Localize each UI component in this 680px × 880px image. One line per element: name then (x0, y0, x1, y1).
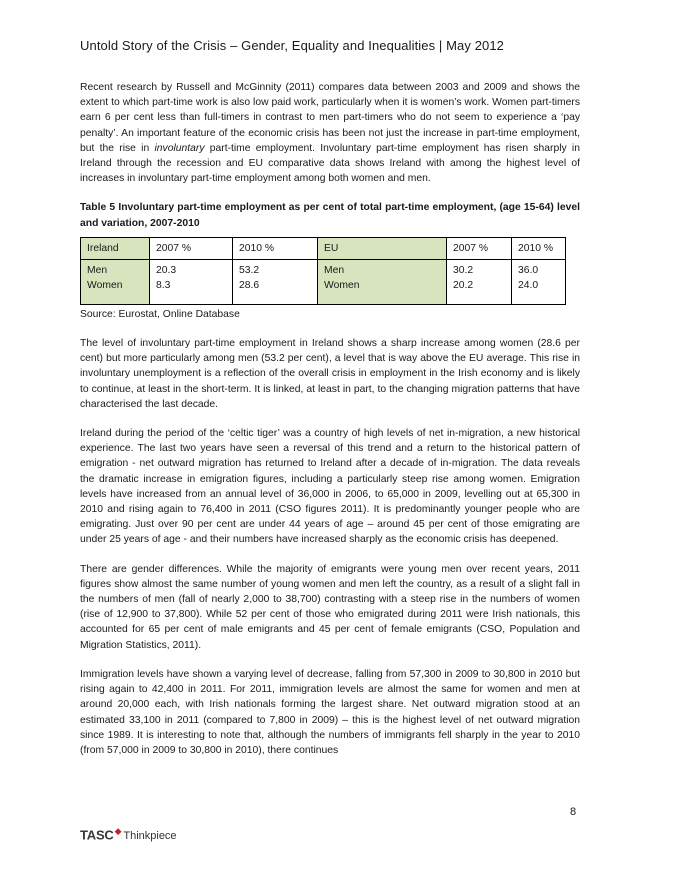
paragraph-text: Recent research by Russell and McGinnity (2011) compares data between 2003 and 2009 and shows the extent to which part-time work is also low paid work, particularly when it is women’s work. Women part-timers earn 6 per cent less than full-timers in contrast to men part-timers who do not seem to experience a ‘pay penalty’. An important feature of the economic crisis has been not just the increase in part-time employment, but the rise in (80, 82, 580, 154)
table-cell-text: 28.6 (239, 279, 260, 291)
table-cell-text: 24.0 (518, 279, 539, 291)
table-cell-text: Men (324, 264, 345, 276)
paragraph-immigration-levels: Immigration levels have shown a varying level of decrease, falling from 57,300 in 2009 to 30,800 in 2010 but rising again to 42,400 in 2011. For 2011, immigration levels are almost the same for women and men at around 20,000 each, with Irish nationals forming the largest share. Net outward migration stood at an estimated 33,100 in 2011 (compared to 7,800 in 2009) – this is the highest level of net outward migration since 1989. It is interesting to note that, although the numbers of immigrants fell sharply in the year to 2010 (from 57,000 in 2009 to 30,800 in 2010), there continues (80, 668, 580, 756)
tasc-logo-suffix: Thinkpiece (123, 830, 177, 843)
document-body (80, 80, 580, 772)
table-cell-eu-2010 (512, 259, 566, 304)
table-cell-text: 20.3 (156, 264, 177, 276)
table-cell-text: 36.0 (518, 264, 539, 276)
page-number: 8 (570, 806, 577, 818)
data-table-involuntary-part-time (80, 237, 566, 305)
table-cell-text: 20.2 (453, 279, 474, 291)
table-cell-ireland-2010 (233, 259, 318, 304)
tasc-logo-accent-icon: ◆ (114, 826, 122, 836)
table-cell-ireland-labels (81, 259, 150, 304)
table-cell-eu-labels (318, 259, 447, 304)
paragraph-celtic-tiger-migration: Ireland during the period of the ‘celtic tiger’ was a country of high levels of net in-migration, a new historical experience. The last two years have seen a reversal of this trend and a return to the historical pattern of emigration - net outward migration has returned to Ireland after a decade of in-migration. The data reveals the dramatic increase in emigration figures, including a particularly steep rise among women. Emigration levels have increased from an annual level of 36,000 in 2006, to 65,000 in 2009, levelling out at 65,300 in 2010 and rising again to 76,400 in 2011 (CSO figures 2011). It is predominantly younger people who are emigrating. Just over 90 per cent are under 44 years of age – around 45 per cent of those emigrating are under 25 years of age - and their numbers have increased sharply as the economic crisis has deepened. (80, 428, 580, 546)
table-cell-text: Women (87, 279, 123, 291)
table-header-cell: 2010 % (233, 237, 318, 259)
paragraph-gender-differences: There are gender differences. While the majority of emigrants were young men over recent years, 2011 figures show almost the same number of young women and men left the country, as a result of a slight fall in the numbers of men (fall of nearly 2,000 to 38,700) contrasting with a steep rise in the numbers of women (rise of 12,900 to 37,800). While 52 per cent of those who emigrated during 2011 were Irish nationals, this accounted for 65 per cent of male emigrants and 45 per cent of female emigrants (CSO, Population and Migration Statistics, 2011). (80, 563, 580, 651)
table-source: Source: Eurostat, Online Database (80, 308, 240, 320)
table-header-cell: 2007 % (150, 237, 233, 259)
table-cell-text: 53.2 (239, 264, 260, 276)
table-cell-ireland-2007 (150, 259, 233, 304)
table-cell-text: 30.2 (453, 264, 474, 276)
tasc-logo (80, 826, 177, 842)
table-header-cell: 2010 % (512, 237, 566, 259)
table-header-cell: Ireland (81, 237, 150, 259)
paragraph-part-time-pay (80, 80, 580, 186)
table-header-cell: EU (318, 237, 447, 259)
table-cell-eu-2007 (447, 259, 512, 304)
emphasis-involuntary: involuntary (154, 142, 205, 154)
table-cell-text: 8.3 (156, 279, 171, 291)
table-row (81, 259, 566, 304)
table-cell-text: Men (87, 264, 108, 276)
table-caption: Table 5 Involuntary part-time employment as per cent of total part-time employment, (age 15-64) level and variation, 2007-2010 (80, 202, 580, 229)
paragraph-involuntary-level: The level of involuntary part-time employment in Ireland shows a sharp increase among women (28.6 per cent) but more particularly among men (53.2 per cent), a level that is way above the EU average. This rise in involuntary unemployment is a reflection of the overall crisis in employment in the Irish economy and is likely to continue, at least in the short-term. It is linked, at least in part, to the changing migration patterns that have characterised the last decade. (80, 338, 580, 410)
page-header: Untold Story of the Crisis – Gender, Equality and Inequalities | May 2012 (80, 38, 505, 53)
table-cell-text: Women (324, 279, 360, 291)
table-header-row (81, 237, 566, 259)
tasc-logo-mark (80, 826, 121, 842)
tasc-logo-text: TASC (80, 827, 114, 843)
table-header-cell: 2007 % (447, 237, 512, 259)
paragraph-text: part-time employment. Involuntary part-time employment has risen sharply in Ireland through the recession and EU comparative data shows Ireland with among the highest level of increases in involuntary part-time employment among both women and men. (80, 142, 580, 185)
